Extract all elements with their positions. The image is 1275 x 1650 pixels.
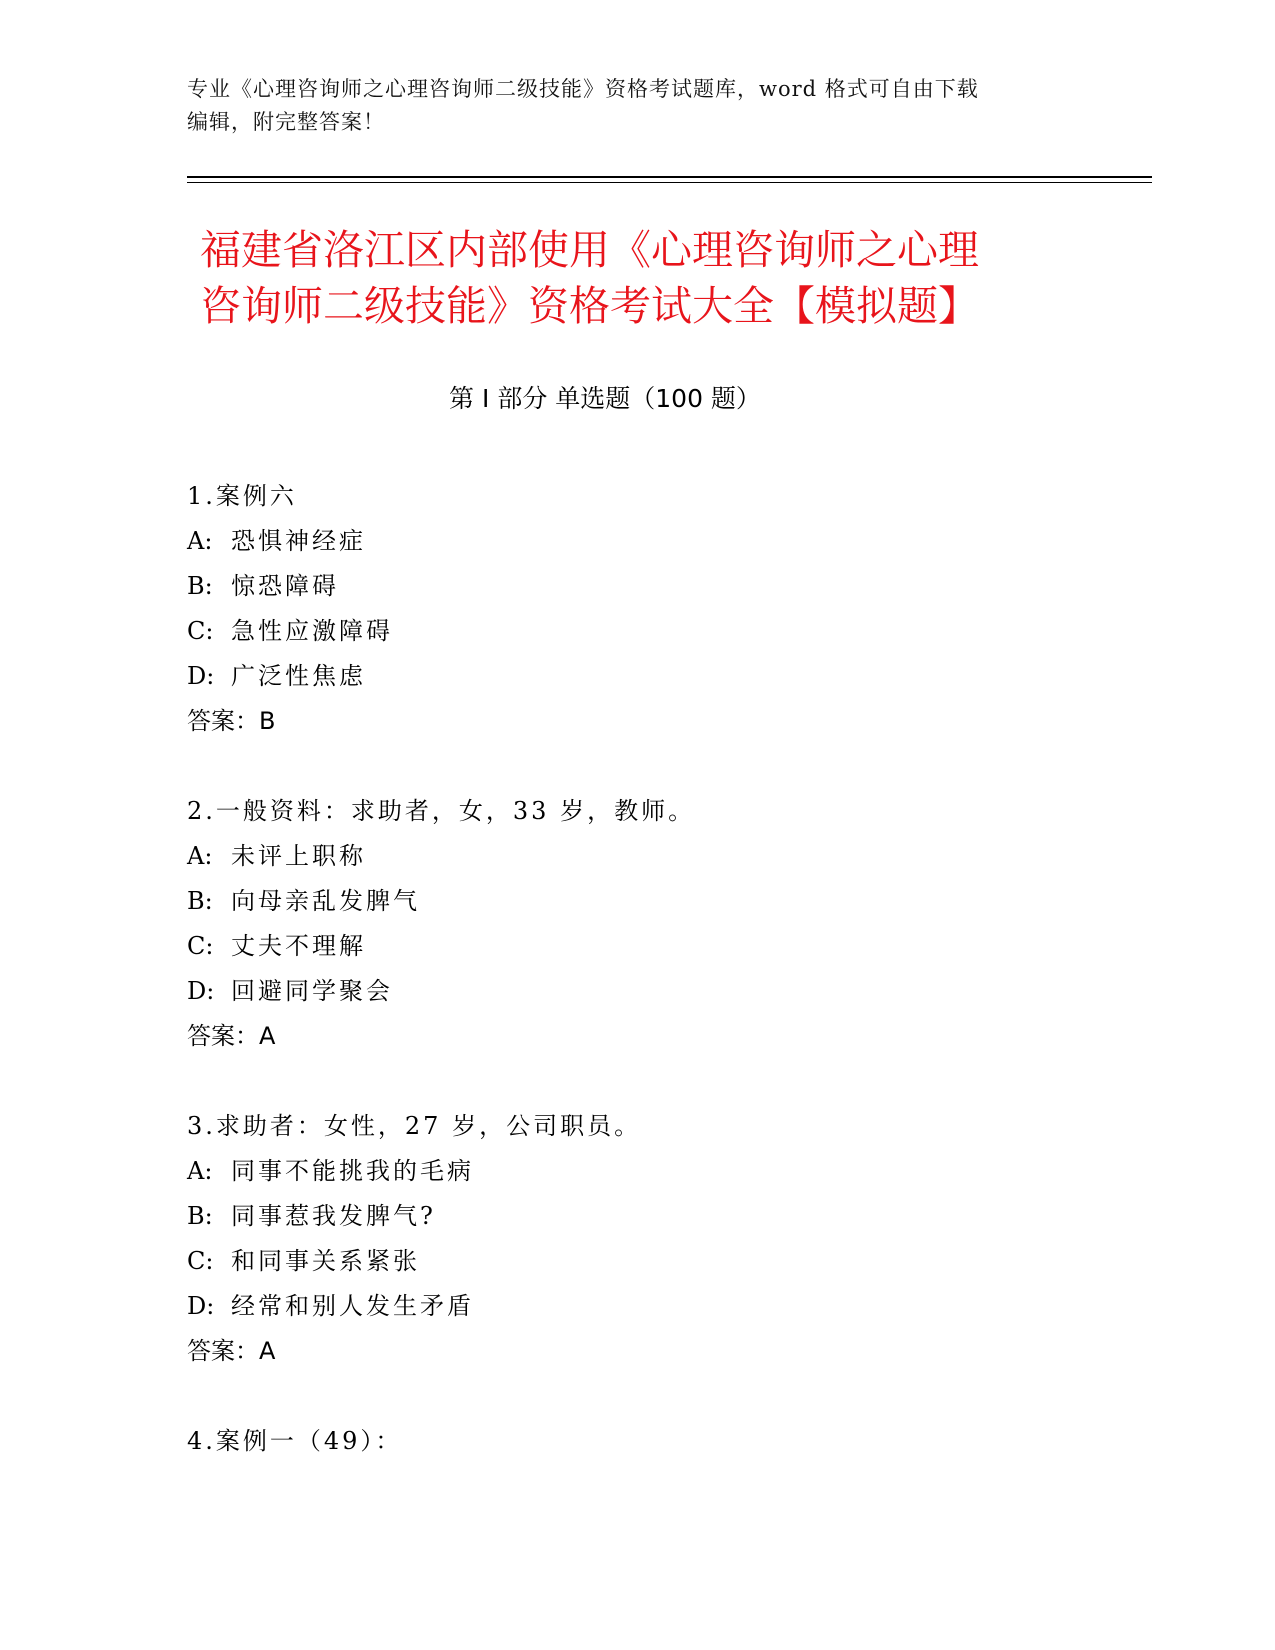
header-note-line-1: 专业《心理咨询师之心理咨询师二级技能》资格考试题库，word 格式可自由下载 (187, 77, 979, 101)
option-b (187, 1194, 1087, 1239)
option-a (187, 834, 1087, 879)
option-key: D: (187, 662, 215, 690)
option-text: 恐惧神经症 (231, 527, 366, 555)
question-stem: 3.求助者：女性，27 岁，公司职员。 (187, 1112, 642, 1140)
option-c (187, 609, 1087, 654)
option-key: A: (187, 527, 213, 555)
option-b (187, 879, 1087, 924)
option-text: 广泛性焦虑 (231, 662, 366, 690)
question-4 (187, 1419, 1087, 1464)
question-2 (187, 789, 1087, 1059)
option-c (187, 924, 1087, 969)
header-rule-thin (187, 182, 1152, 183)
option-a (187, 1149, 1087, 1194)
option-c (187, 1239, 1087, 1284)
option-text: 和同事关系紧张 (231, 1247, 420, 1275)
option-d (187, 1284, 1087, 1329)
option-key: C: (187, 617, 214, 645)
question-stem: 4.案例一（49）： (187, 1427, 403, 1455)
question-1 (187, 474, 1087, 744)
question-3 (187, 1104, 1087, 1374)
section-title: 第 I 部分 单选题（100 题） (449, 384, 761, 413)
option-key: D: (187, 1292, 215, 1320)
option-key: C: (187, 1247, 214, 1275)
option-text: 经常和别人发生矛盾 (231, 1292, 474, 1320)
option-key: C: (187, 932, 214, 960)
option-key: A: (187, 842, 213, 870)
answer-line: 答案：A (187, 1337, 276, 1365)
answer-line: 答案：B (187, 707, 276, 735)
option-text: 急性应激障碍 (231, 617, 393, 645)
document-title-line-2: 咨询师二级技能》资格考试大全【模拟题】 (200, 282, 979, 330)
option-key: B: (187, 572, 213, 600)
header-note-line-2: 编辑，附完整答案！ (187, 110, 385, 134)
question-stem: 2.一般资料：求助者，女，33 岁，教师。 (187, 797, 696, 825)
option-text: 惊恐障碍 (231, 572, 339, 600)
option-a (187, 519, 1087, 564)
question-stem: 1.案例六 (187, 482, 297, 510)
option-key: B: (187, 887, 213, 915)
answer-line: 答案：A (187, 1022, 276, 1050)
header-note (187, 73, 1067, 139)
document-title-line-1: 福建省洛江区内部使用《心理咨询师之心理 (200, 226, 979, 274)
option-key: B: (187, 1202, 213, 1230)
document-title (200, 222, 1100, 334)
question-list (187, 474, 1087, 1464)
option-text: 同事不能挑我的毛病 (231, 1157, 474, 1185)
option-d (187, 969, 1087, 1014)
option-text: 向母亲乱发脾气 (231, 887, 420, 915)
option-key: A: (187, 1157, 213, 1185)
option-b (187, 564, 1087, 609)
option-d (187, 654, 1087, 699)
option-text: 丈夫不理解 (231, 932, 366, 960)
header-rule-thick (187, 176, 1152, 178)
option-text: 未评上职称 (231, 842, 366, 870)
option-text: 回避同学聚会 (231, 977, 393, 1005)
option-text: 同事惹我发脾气? (231, 1202, 436, 1230)
option-key: D: (187, 977, 215, 1005)
